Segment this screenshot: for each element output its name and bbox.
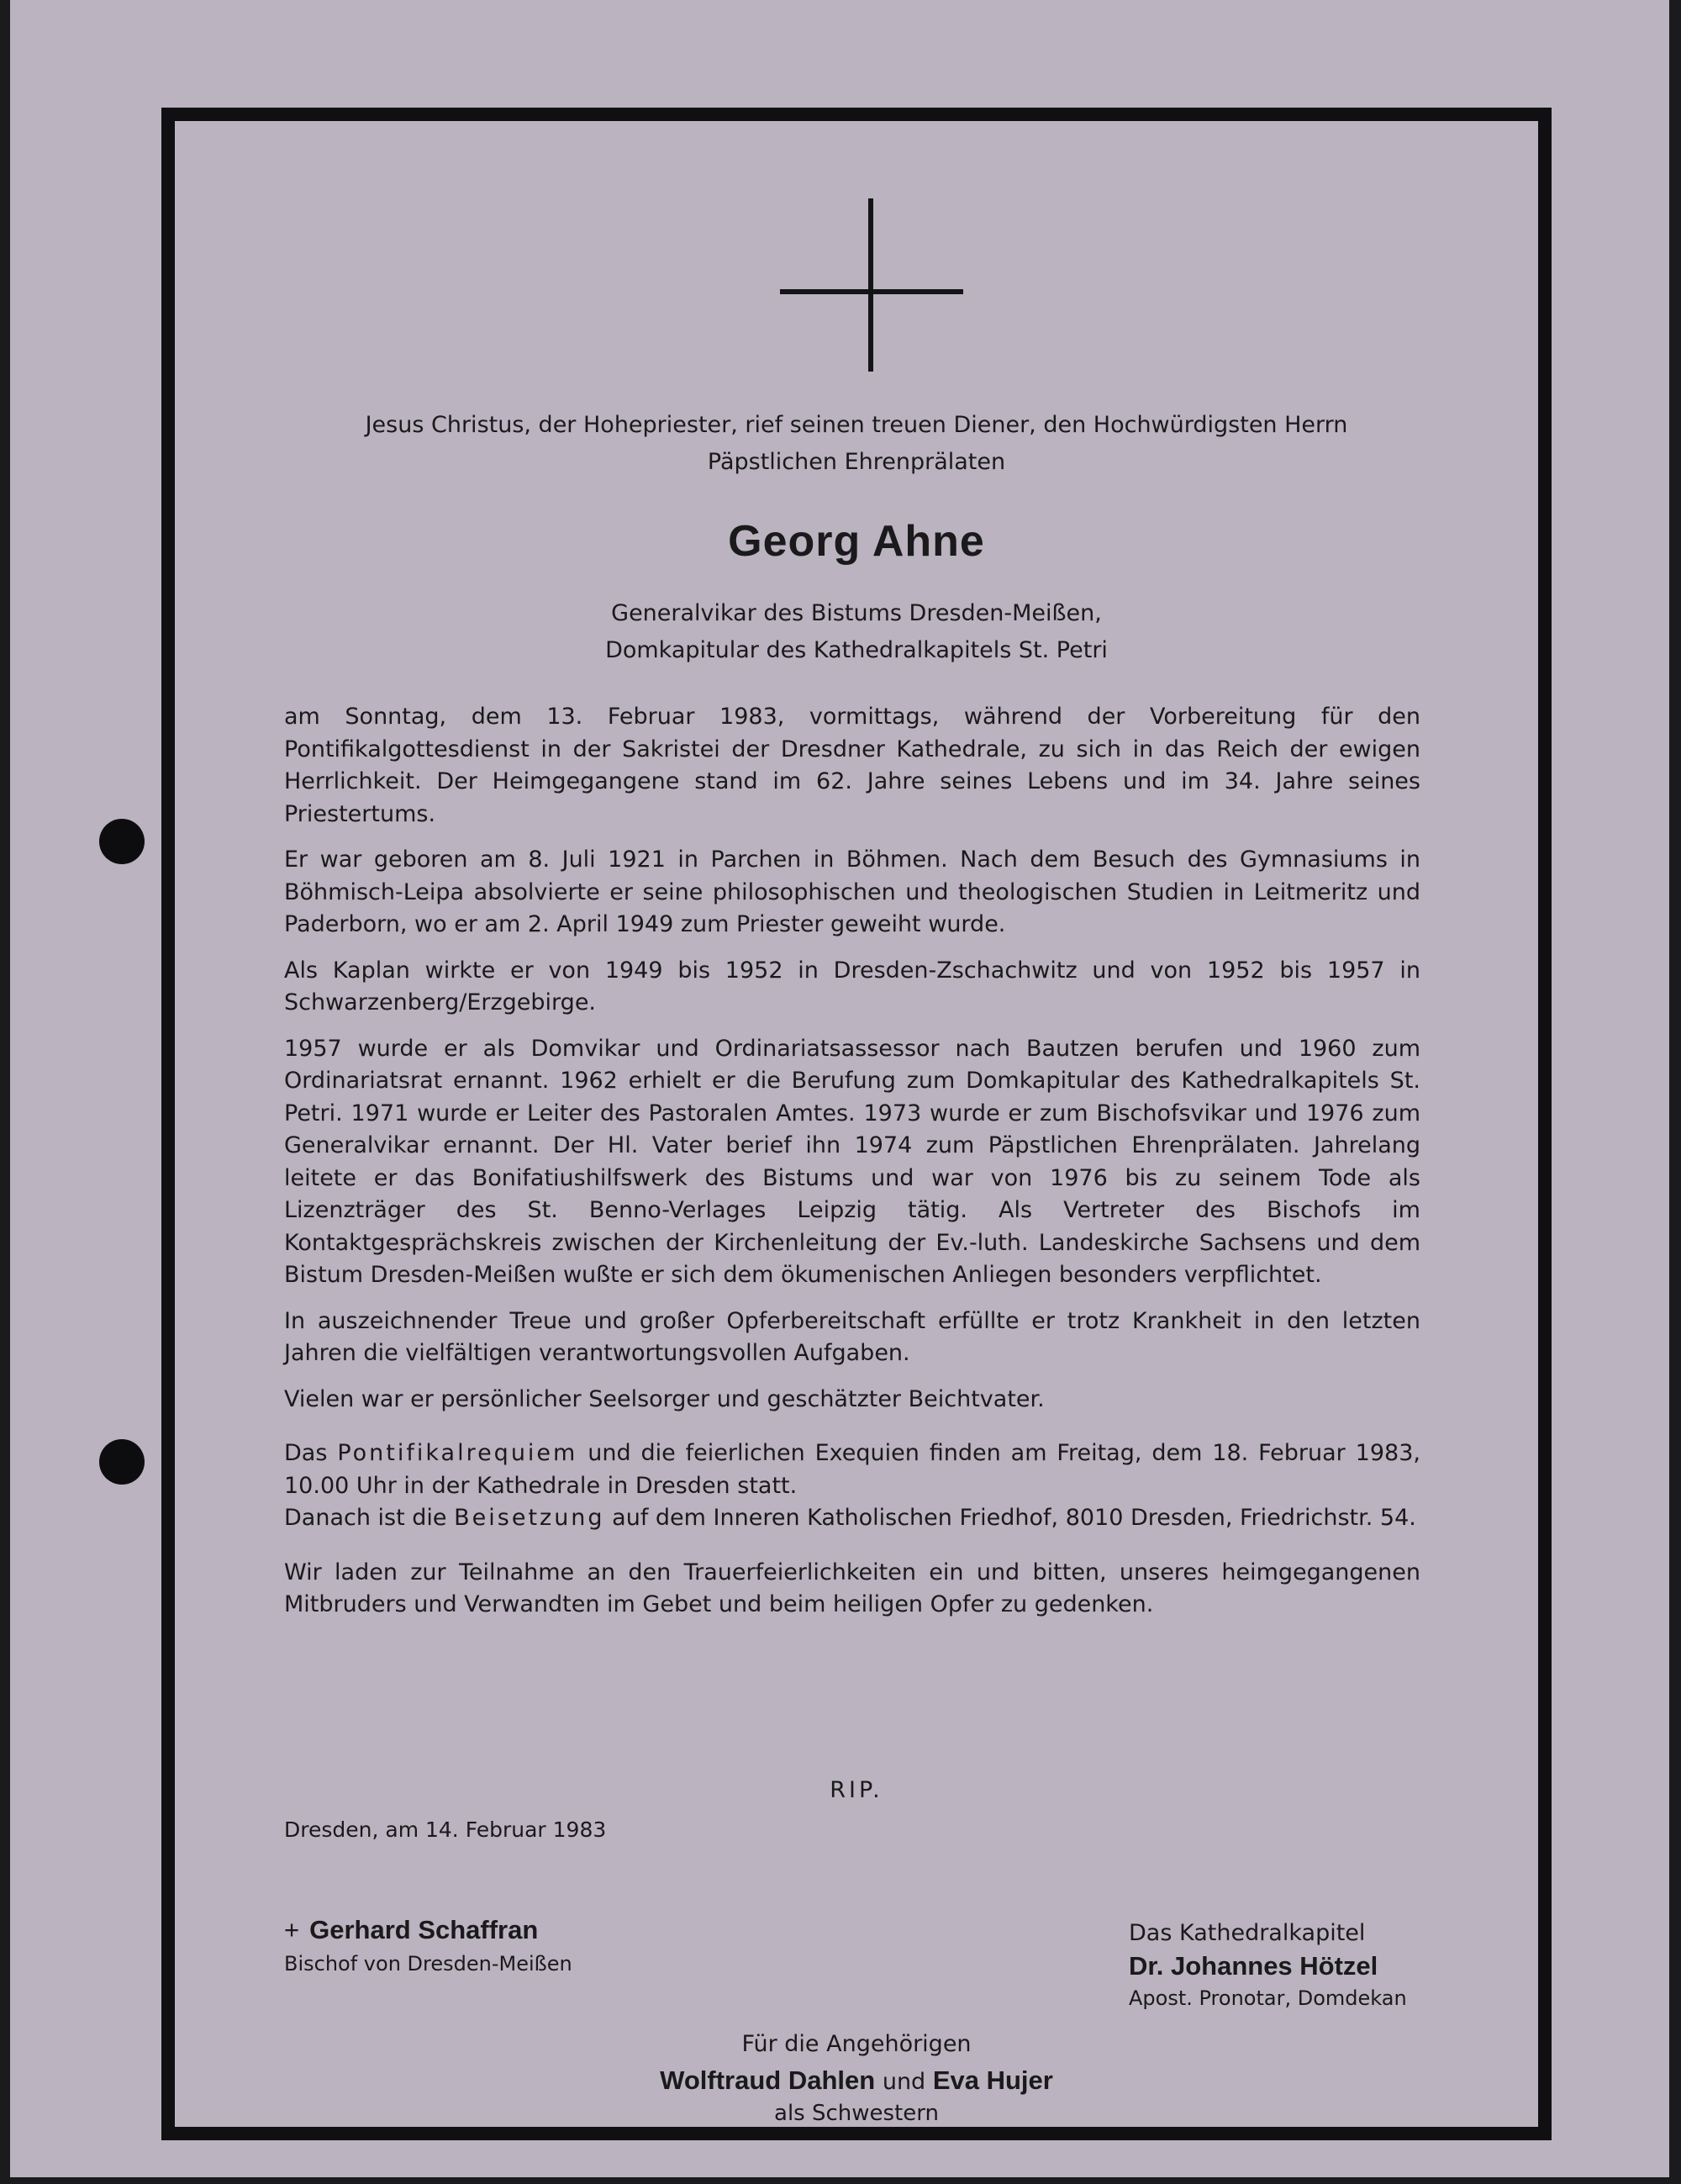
punch-hole-lower [99,1439,145,1485]
intro-line: Päpstlichen Ehrenprälaten [707,449,1006,475]
mourning-border [161,108,1552,2140]
punch-hole-upper [99,819,145,864]
cross-icon-bar [780,289,963,294]
paragraph: Er war geboren am 8. Juli 1921 in Parchen in Böhmen. Nach dem Besuch des Gymnasiums in Böhmisch-Leipa absolvierte er seine philosophischen und theologischen Studien in Leitmeritz und Paderborn, wo er am 2. April 1949 zum Priester geweiht wurde. [284,847,1420,937]
relative-name: Wolftraud Dahlen [660,2065,876,2095]
bishop-name: Gerhard Schaffran [309,1915,539,1944]
rip: RIP. [830,1777,883,1803]
requiem-term: Pontifikalrequiem [337,1440,578,1466]
relative-name: Eva Hujer [932,2065,1053,2095]
title-line: Domkapitular des Kathedralkapitels St. Petri [605,637,1108,663]
intro-line: Jesus Christus, der Hohepriester, rief seinen treuen Diener, den Hochwürdigsten Herrn [365,412,1348,438]
relatives-signature [175,2031,1538,2126]
text-fragment: auf dem Inneren Katholischen Friedhof, 8010 Dresden, Friedrichstr. 54. [612,1505,1416,1531]
paragraph: am Sonntag, dem 13. Februar 1983, vormittags, während der Vorbereitung für den Pontifikalgottesdienst in der Sakristei der Dresdner Kathedrale, zu sich in das Reich der ewigen Herrlichkeit. Der Heimgegangene stand im 62. Jahre seines Lebens und im 34. Jahre seines Priestertums. [284,704,1420,827]
place-date: Dresden, am 14. Februar 1983 [284,1817,607,1842]
notice-content [175,121,1538,2127]
deceased-name: Georg Ahne [728,517,985,566]
burial-term: Beisetzung [454,1505,605,1531]
paper-sheet [10,0,1669,2177]
funeral-info [284,1438,1420,1535]
paragraph: Vielen war er persönlicher Seelsorger und geschätzter Beichtvater. [284,1385,1045,1412]
obituary-text [284,701,1420,1635]
text-fragment: und die feierlichen Exequien finden am Freitag, dem 18. Februar 1983, 10.00 Uhr in der Kathedrale in Dresden statt. [284,1440,1420,1499]
title-line: Generalvikar des Bistums Dresden-Meißen, [611,600,1102,626]
paragraph: In auszeichnender Treue und großer Opferbereitschaft erfüllte er trotz Krankheit in den letzten Jahren die vielfältigen verantwortungsvollen Aufgaben. [284,1307,1420,1366]
cross-symbol: + [284,1915,300,1944]
chapter-name: Dr. Johannes Hötzel [1129,1951,1378,1981]
paragraph: 1957 wurde er als Domvikar und Ordinariatsassessor nach Bautzen berufen und 1960 zum Ordinariatsrat ernannt. 1962 erhielt er die Berufung zum Domkapitular des Kathedralkapitels St. Petri. 1971 wurde er Leiter des Pastoralen Amtes. 1973 wurde er zum Bischofsvikar und 1976 zum Generalvikar ernannt. Der Hl. Vater berief ihn 1974 zum Päpstlichen Ehrenprälaten. Jahrelang leitete er das Bonifatiushilfswerk des Bistums und war von 1976 bis zu seinem Tode als Lizenzträger des St. Benno-Verlages Leipzig tätig. Als Vertreter des Bischofs im Kontaktgesprächskreis zwischen der Kirchenleitung der Ev.-luth. Landeskirche Sachsens und dem Bistum Dresden-Meißen wußte er sich dem ökumenischen Anliegen besonders verpflichtet. [284,1035,1420,1288]
relatives-label: Für die Angehörigen [741,2031,972,2057]
text-fragment: Das [284,1440,328,1466]
relatives-relation: als Schwestern [774,2101,939,2126]
paragraph: Als Kaplan wirkte er von 1949 bis 1952 in Dresden-Zschachwitz und von 1952 bis 1957 in Schwarzenberg/Erzgebirge. [284,957,1420,1016]
chapter-label: Das Kathedralkapitel [1129,1920,1366,1946]
chapter-signature [1129,1920,1407,2010]
chapter-title: Apost. Pronotar, Domdekan [1129,1986,1407,2010]
deceased-titles [175,595,1538,669]
cross-icon [868,198,873,372]
conjunction: und [882,2069,926,2095]
text-fragment: Danach ist die [284,1505,447,1531]
intro [175,407,1538,481]
invitation: Wir laden zur Teilnahme an den Trauerfeierlichkeiten ein und bitten, unseres heimgegangenen Mitbruders und Verwandten im Gebet und beim heiligen Opfer zu gedenken. [284,1559,1420,1617]
bishop-signature [284,1915,572,1976]
bishop-title: Bischof von Dresden-Meißen [284,1952,572,1976]
